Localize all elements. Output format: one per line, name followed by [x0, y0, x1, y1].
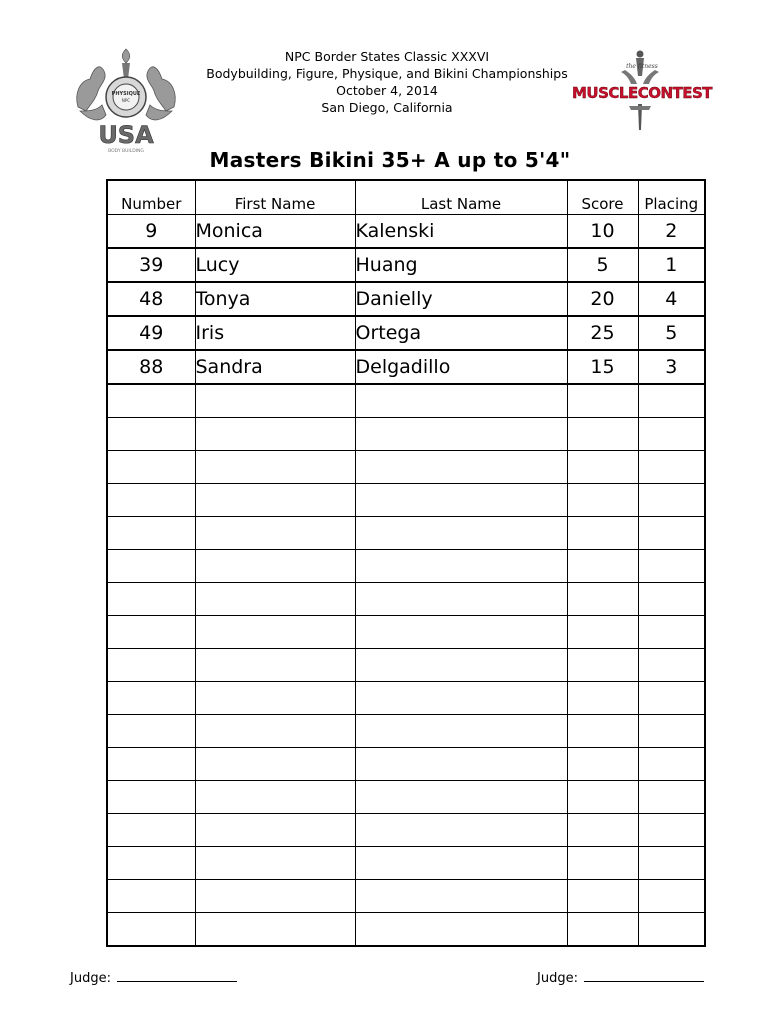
cell-last-name: Ortega: [355, 316, 567, 350]
cell-number: [107, 649, 195, 682]
cell-score: 20: [567, 282, 638, 316]
cell-last-name: [355, 451, 567, 484]
cell-placing: 5: [638, 316, 705, 350]
cell-score: [567, 781, 638, 814]
cell-score: [567, 418, 638, 451]
cell-number: 49: [107, 316, 195, 350]
cell-score: 10: [567, 215, 638, 249]
table-row: [107, 282, 705, 316]
cell-last-name: [355, 384, 567, 418]
empty-table-row: [107, 781, 705, 814]
cell-first-name: Lucy: [195, 248, 355, 282]
cell-placing: 4: [638, 282, 705, 316]
cell-last-name: [355, 913, 567, 947]
cell-first-name: [195, 550, 355, 583]
empty-table-row: [107, 847, 705, 880]
cell-last-name: [355, 517, 567, 550]
cell-last-name: [355, 418, 567, 451]
table-row: [107, 248, 705, 282]
judge-signature-right: [537, 969, 704, 986]
cell-number: [107, 418, 195, 451]
cell-first-name: [195, 616, 355, 649]
svg-text:NPC: NPC: [121, 98, 131, 103]
cell-first-name: [195, 583, 355, 616]
cell-placing: [638, 847, 705, 880]
judge-signature-line-right: [584, 969, 704, 982]
empty-table-row: [107, 517, 705, 550]
judge-label-right: Judge:: [537, 971, 578, 986]
cell-score: [567, 814, 638, 847]
cell-score: [567, 913, 638, 947]
cell-number: [107, 913, 195, 947]
cell-placing: [638, 781, 705, 814]
cell-score: [567, 847, 638, 880]
cell-number: [107, 715, 195, 748]
cell-placing: [638, 583, 705, 616]
cell-last-name: [355, 649, 567, 682]
cell-last-name: [355, 616, 567, 649]
cell-number: [107, 616, 195, 649]
cell-last-name: [355, 550, 567, 583]
empty-table-row: [107, 550, 705, 583]
cell-last-name: Kalenski: [355, 215, 567, 249]
results-table: [106, 179, 706, 947]
cell-number: [107, 451, 195, 484]
empty-table-row: [107, 649, 705, 682]
cell-placing: [638, 748, 705, 781]
svg-text:the fitness: the fitness: [626, 63, 658, 70]
cell-first-name: [195, 451, 355, 484]
cell-number: [107, 583, 195, 616]
cell-number: [107, 682, 195, 715]
empty-table-row: [107, 484, 705, 517]
cell-score: 15: [567, 350, 638, 384]
cell-last-name: [355, 484, 567, 517]
cell-number: 88: [107, 350, 195, 384]
cell-score: [567, 682, 638, 715]
cell-placing: [638, 715, 705, 748]
cell-first-name: Sandra: [195, 350, 355, 384]
cell-placing: [638, 913, 705, 947]
empty-table-row: [107, 384, 705, 418]
cell-last-name: Delgadillo: [355, 350, 567, 384]
cell-score: [567, 451, 638, 484]
cell-score: 5: [567, 248, 638, 282]
cell-number: 9: [107, 215, 195, 249]
svg-text:MUSCLECONTEST: MUSCLECONTEST: [571, 84, 713, 102]
empty-table-row: [107, 880, 705, 913]
cell-first-name: [195, 880, 355, 913]
event-name: NPC Border States Classic XXXVI: [284, 49, 490, 64]
svg-text:PHYSIQUE: PHYSIQUE: [111, 91, 141, 97]
musclecontest-logo: [571, 48, 713, 133]
cell-placing: [638, 484, 705, 517]
cell-score: [567, 384, 638, 418]
cell-first-name: [195, 715, 355, 748]
table-row: [107, 316, 705, 350]
empty-table-row: [107, 715, 705, 748]
svg-text:BODY BUILDING: BODY BUILDING: [108, 149, 144, 154]
cell-score: [567, 517, 638, 550]
event-location: San Diego, California: [321, 100, 453, 115]
cell-score: [567, 583, 638, 616]
cell-number: [107, 781, 195, 814]
cell-number: [107, 484, 195, 517]
column-header-last-name: Last Name: [355, 180, 567, 215]
cell-score: [567, 748, 638, 781]
cell-score: [567, 715, 638, 748]
cell-number: [107, 847, 195, 880]
column-header-number: Number: [107, 180, 195, 215]
cell-last-name: [355, 583, 567, 616]
cell-number: 48: [107, 282, 195, 316]
cell-last-name: Huang: [355, 248, 567, 282]
cell-score: [567, 484, 638, 517]
cell-first-name: [195, 649, 355, 682]
cell-first-name: [195, 781, 355, 814]
cell-first-name: Monica: [195, 215, 355, 249]
cell-number: [107, 384, 195, 418]
cell-number: [107, 748, 195, 781]
event-header: [187, 48, 587, 116]
cell-first-name: Tonya: [195, 282, 355, 316]
cell-placing: [638, 616, 705, 649]
column-header-score: Score: [567, 180, 638, 215]
empty-rows-group: [107, 384, 705, 946]
cell-first-name: [195, 418, 355, 451]
cell-first-name: [195, 814, 355, 847]
cell-placing: [638, 451, 705, 484]
cell-last-name: [355, 715, 567, 748]
cell-placing: [638, 418, 705, 451]
cell-score: 25: [567, 316, 638, 350]
cell-placing: [638, 814, 705, 847]
cell-score: [567, 649, 638, 682]
cell-number: [107, 517, 195, 550]
championships-line: Bodybuilding, Figure, Physique, and Bikini Championships: [206, 66, 568, 81]
cell-last-name: [355, 814, 567, 847]
column-header-placing: Placing: [638, 180, 705, 215]
cell-last-name: [355, 880, 567, 913]
cell-first-name: Iris: [195, 316, 355, 350]
cell-placing: 2: [638, 215, 705, 249]
cell-first-name: [195, 847, 355, 880]
cell-last-name: [355, 682, 567, 715]
empty-table-row: [107, 913, 705, 947]
cell-last-name: [355, 781, 567, 814]
cell-placing: [638, 649, 705, 682]
judge-signature-line-left: [117, 969, 237, 982]
empty-table-row: [107, 418, 705, 451]
cell-number: 39: [107, 248, 195, 282]
division-title: Masters Bikini 35+ A up to 5'4": [209, 148, 571, 172]
cell-first-name: [195, 517, 355, 550]
table-row: [107, 350, 705, 384]
cell-first-name: [195, 913, 355, 947]
cell-last-name: [355, 847, 567, 880]
cell-first-name: [195, 484, 355, 517]
cell-number: [107, 550, 195, 583]
empty-table-row: [107, 748, 705, 781]
cell-number: [107, 880, 195, 913]
cell-placing: 1: [638, 248, 705, 282]
cell-first-name: [195, 748, 355, 781]
empty-table-row: [107, 583, 705, 616]
cell-score: [567, 880, 638, 913]
cell-number: [107, 814, 195, 847]
empty-table-row: [107, 616, 705, 649]
npc-usa-logo: [70, 45, 182, 155]
table-header-row: [107, 180, 705, 215]
cell-last-name: Danielly: [355, 282, 567, 316]
cell-placing: [638, 384, 705, 418]
cell-first-name: [195, 384, 355, 418]
cell-score: [567, 550, 638, 583]
judge-signature-left: [70, 969, 237, 986]
cell-last-name: [355, 748, 567, 781]
cell-placing: [638, 517, 705, 550]
empty-table-row: [107, 451, 705, 484]
svg-text:USA: USA: [98, 121, 154, 149]
column-header-first-name: First Name: [195, 180, 355, 215]
cell-score: [567, 616, 638, 649]
judge-label-left: Judge:: [70, 971, 111, 986]
cell-placing: [638, 550, 705, 583]
cell-placing: 3: [638, 350, 705, 384]
cell-placing: [638, 682, 705, 715]
cell-placing: [638, 880, 705, 913]
table-row: [107, 215, 705, 249]
cell-first-name: [195, 682, 355, 715]
empty-table-row: [107, 814, 705, 847]
event-date: October 4, 2014: [336, 83, 438, 98]
empty-table-row: [107, 682, 705, 715]
